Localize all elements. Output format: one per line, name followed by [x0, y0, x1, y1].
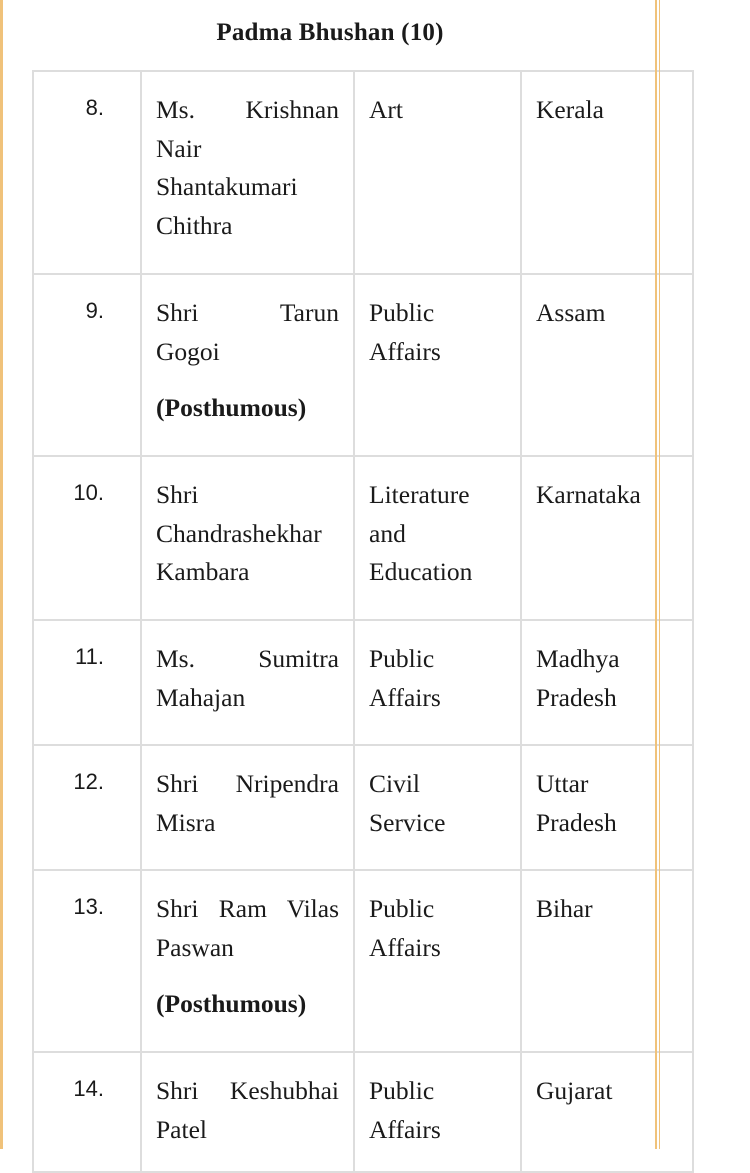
name-line: Gogoi [156, 336, 220, 366]
state-line: Gujarat [536, 1076, 613, 1105]
award-state [521, 870, 693, 1052]
serial-number: 10. [33, 456, 141, 620]
award-state [521, 745, 693, 870]
field-line: Public [369, 298, 435, 327]
award-state [521, 620, 693, 745]
award-field [354, 620, 521, 745]
awardee-name [141, 1052, 354, 1172]
field-line: Art [369, 95, 403, 124]
name-line: Nair [156, 133, 202, 163]
state-line: Kerala [536, 95, 604, 124]
table-row [33, 870, 693, 1052]
award-state [521, 1052, 693, 1172]
serial-number: 12. [33, 745, 141, 870]
state-line: Madhya [536, 644, 620, 673]
field-line: and [369, 518, 406, 548]
field-line: Literature [369, 480, 470, 509]
award-field [354, 274, 521, 456]
name-line: Kambara [156, 557, 250, 586]
serial-number: 11. [33, 620, 141, 745]
award-field [354, 71, 521, 274]
table-row [33, 456, 693, 620]
table-row [33, 620, 693, 745]
serial-number: 8. [33, 71, 141, 274]
serial-number: 14. [33, 1052, 141, 1172]
field-line: Public [369, 1076, 435, 1105]
section-heading: Padma Bhushan (10) [216, 19, 444, 46]
awardee-name [141, 274, 354, 456]
state-line: Uttar [536, 769, 589, 798]
field-line: Civil [369, 769, 421, 798]
field-line: Affairs [369, 682, 441, 712]
table-row [33, 1052, 693, 1172]
awardee-name [141, 456, 354, 620]
name-line: Ms. Sumitra [156, 644, 339, 673]
name-line: Shri [156, 480, 199, 509]
name-line: Paswan [156, 932, 234, 962]
award-field [354, 456, 521, 620]
serial-number: 9. [33, 274, 141, 456]
awardee-name [141, 620, 354, 745]
table-row [33, 71, 693, 274]
serial-number: 13. [33, 870, 141, 1052]
award-field [354, 870, 521, 1052]
field-line: Public [369, 644, 435, 673]
name-line: Mahajan [156, 682, 246, 712]
name-line: Chithra [156, 210, 233, 240]
table-row [33, 745, 693, 870]
left-border-rule [0, 0, 3, 1149]
field-line: Public [369, 894, 435, 923]
name-line: Patel [156, 1114, 207, 1144]
name-line: Shri Tarun [156, 298, 339, 327]
name-line: Misra [156, 807, 216, 837]
awards-table [32, 70, 694, 1173]
table-row [33, 274, 693, 456]
awardee-name [141, 745, 354, 870]
award-state [521, 274, 693, 456]
field-line: Education [369, 557, 473, 586]
award-state [521, 71, 693, 274]
posthumous-label: (Posthumous) [156, 989, 307, 1018]
name-line: Shri Nripendra [156, 769, 339, 798]
awardee-name [141, 870, 354, 1052]
award-field [354, 1052, 521, 1172]
field-line: Affairs [369, 336, 441, 366]
name-line: Shri Keshubhai [156, 1076, 339, 1105]
name-line: Ms. Krishnan [156, 95, 339, 124]
state-line: Karnataka [536, 480, 641, 509]
state-line: Assam [536, 298, 606, 327]
field-line: Service [369, 807, 446, 837]
award-state [521, 456, 693, 620]
posthumous-label: (Posthumous) [156, 393, 307, 422]
field-line: Affairs [369, 932, 441, 962]
field-line: Affairs [369, 1114, 441, 1144]
state-line: Pradesh [536, 682, 617, 712]
state-line: Bihar [536, 894, 593, 923]
name-line: Chandrashekhar [156, 518, 322, 548]
award-field [354, 745, 521, 870]
awardee-name [141, 71, 354, 274]
name-line: Shantakumari [156, 172, 298, 201]
name-line: Shri Ram Vilas [156, 894, 339, 923]
state-line: Pradesh [536, 807, 617, 837]
right-border-rule [655, 0, 660, 1149]
